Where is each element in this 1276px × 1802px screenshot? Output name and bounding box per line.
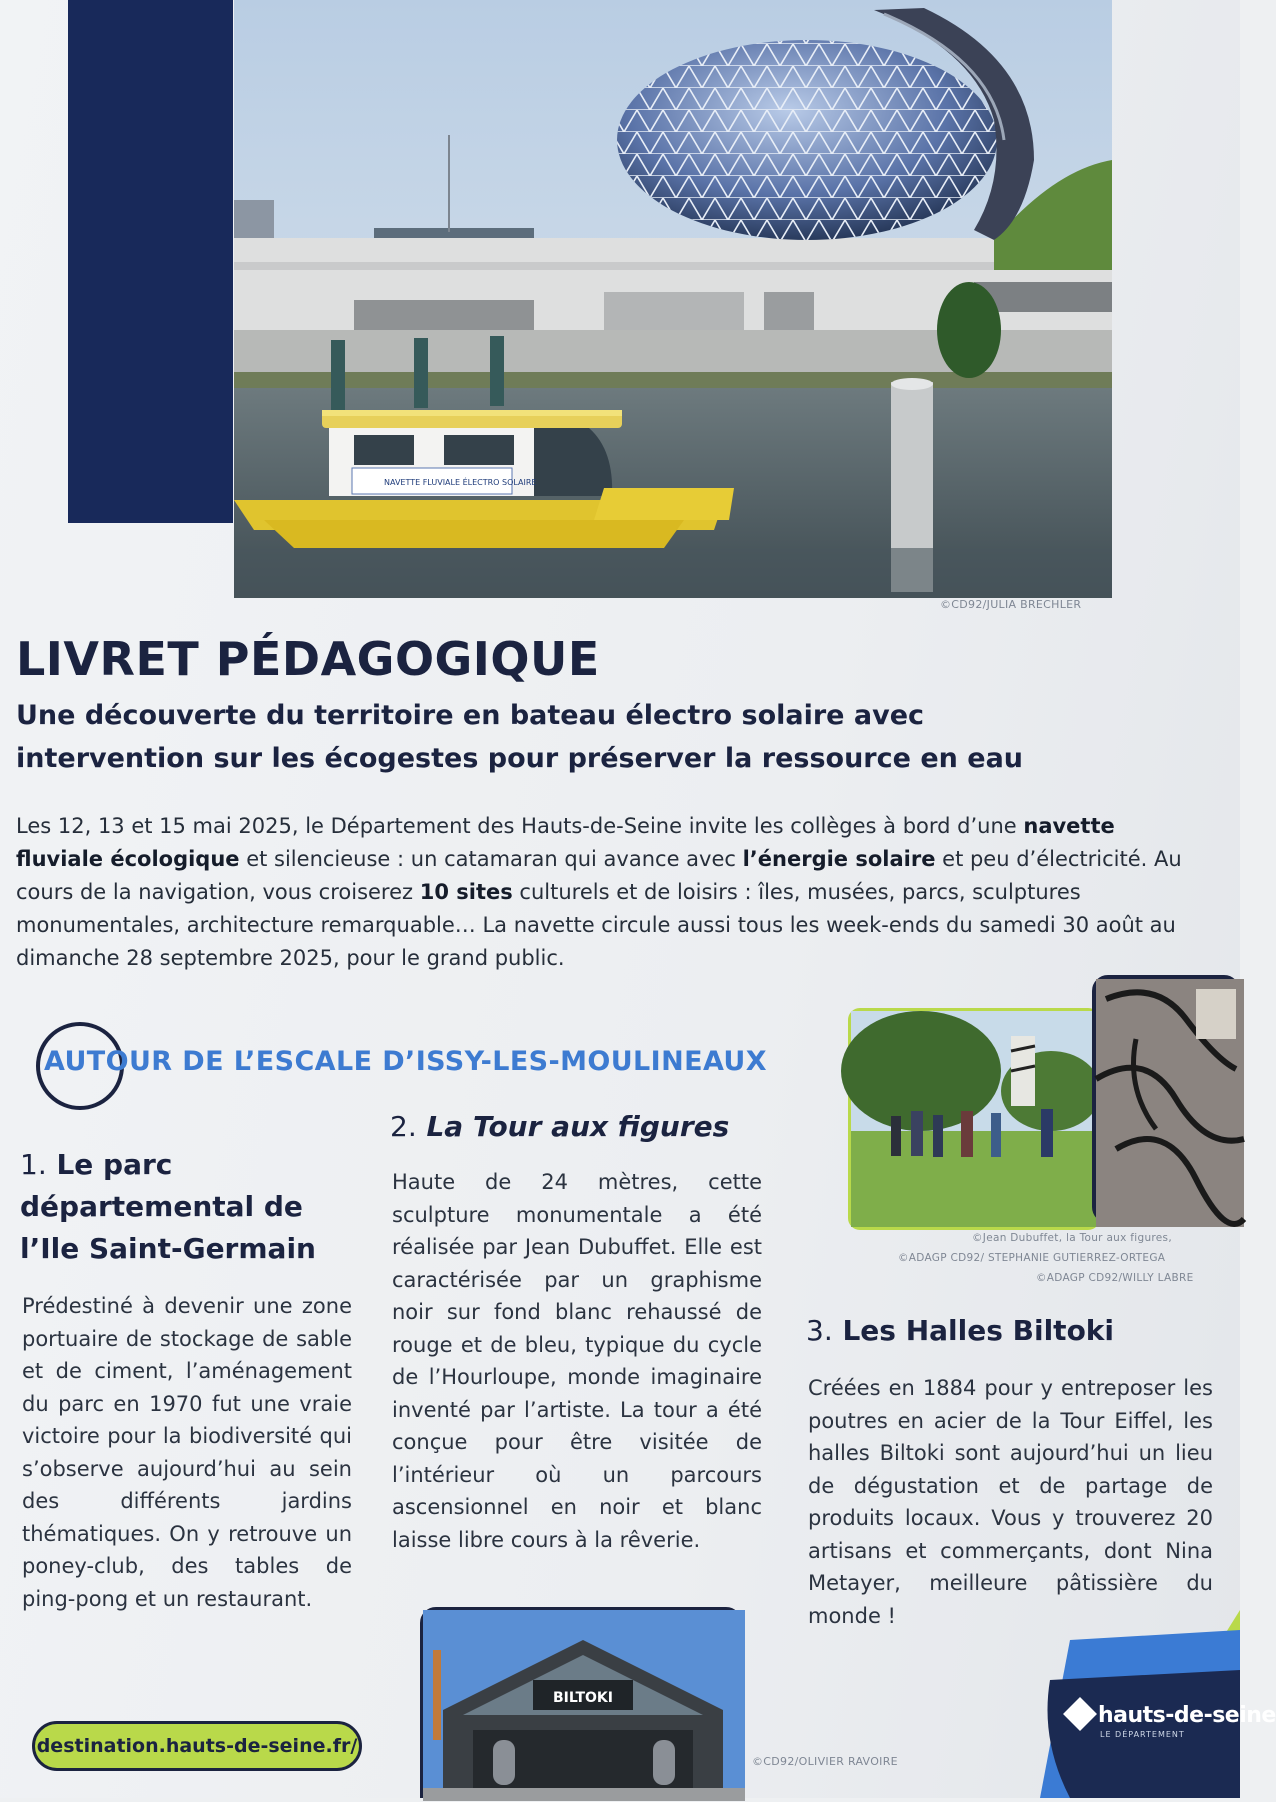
col2-text: Haute de 24 mètres, cette sculpture monumentale a été réalisée par Jean Dubuffet. Elle est caractérisée par un graphisme noir sur fond blanc rehaussé de rouge et de bleu, typique du cycle de l’Hourloupe, monde imaginaire inventé par l’artiste. La tour a été conçue pour être visitée de l’intérieur où un parcours ascensionnel en noir et blanc laisse libre cours à la rêverie. [392, 1170, 762, 1552]
col1-title: 1. Le parc départemental de l’Ile Saint-Germain [20, 1148, 316, 1265]
biltoki-sign: BILTOKI [553, 1690, 613, 1706]
col1-text: Prédestiné à devenir une zone portuaire de stockage de sable et de ciment, l’aménagement du parc en 1970 fut une vraie victoire pour la biodiversité qui s’observe aujourd’hui au sein des différents jardins thématiques. On y retrouve un poney-club, des tables de ping-pong et un restaurant. [22, 1294, 352, 1611]
intro-paragraph: Les 12, 13 et 15 mai 2025, le Département des Hauts-de-Seine invite les collèges à bord d’une navette fluviale écologique et silencieuse : un catamaran qui avance avec l’énergie solaire et peu d’électricité. Au cours de la navigation, vous croiserez 10 sites culturels et de loisirs : îles, musées, parcs, sculptures monumentales, architecture remarquable… La navette circule aussi tous les week-ends du samedi 30 août au dimanche 28 septembre 2025, pour le grand public. [16, 814, 1182, 970]
sculpture-detail-photo [1092, 975, 1240, 1223]
section-title: AUTOUR DE L’ESCALE D’ISSY-LES-MOULINEAUX [44, 1046, 767, 1077]
hero-photo-credit: ©CD92/JULIA BRECHLER [940, 598, 1082, 611]
halles-biltoki-photo [420, 1607, 742, 1798]
col2-title: 2. La Tour aux figures [390, 1110, 730, 1143]
tour-credit-1: ©Jean Dubuffet, la Tour aux figures, [972, 1232, 1172, 1244]
halles-credit: ©CD92/OLIVIER RAVOIRE [752, 1755, 898, 1768]
hero-photo [234, 0, 1112, 598]
website-link-button[interactable]: destination.hauts-de-seine.fr/ [32, 1721, 362, 1771]
navy-accent-bar [68, 0, 233, 523]
tour-credit-3: ©ADAGP CD92/WILLY LABRE [1036, 1272, 1194, 1284]
boat-sign-text: NAVETTE FLUVIALE ÉLECTRO SOLAIRE [384, 478, 537, 487]
section-header [36, 1022, 836, 1112]
department-logo-text: hauts-de-seine [1098, 1703, 1276, 1728]
department-logo-subtext: LE DÉPARTEMENT [1100, 1730, 1185, 1739]
visitors-photo [848, 1008, 1100, 1230]
col3-title: 3. Les Halles Biltoki [806, 1314, 1115, 1347]
page-title: LIVRET PÉDAGOGIQUE [16, 632, 600, 686]
page-subtitle: Une découverte du territoire en bateau électro solaire avec intervention sur les écogestes pour préserver la ressource en eau [16, 700, 1024, 774]
tour-credit-2: ©ADAGP CD92/ STEPHANIE GUTIERREZ-ORTEGA [898, 1252, 1166, 1264]
col3-text: Créées en 1884 pour y entreposer les poutres en acier de la Tour Eiffel, les halles Biltoki sont aujourd’hui un lieu de dégustation et de partage de produits locaux. Vous y trouverez 20 artisans et commerçants, dont Nina Metayer, meilleure pâtissière du monde ! [808, 1376, 1213, 1628]
